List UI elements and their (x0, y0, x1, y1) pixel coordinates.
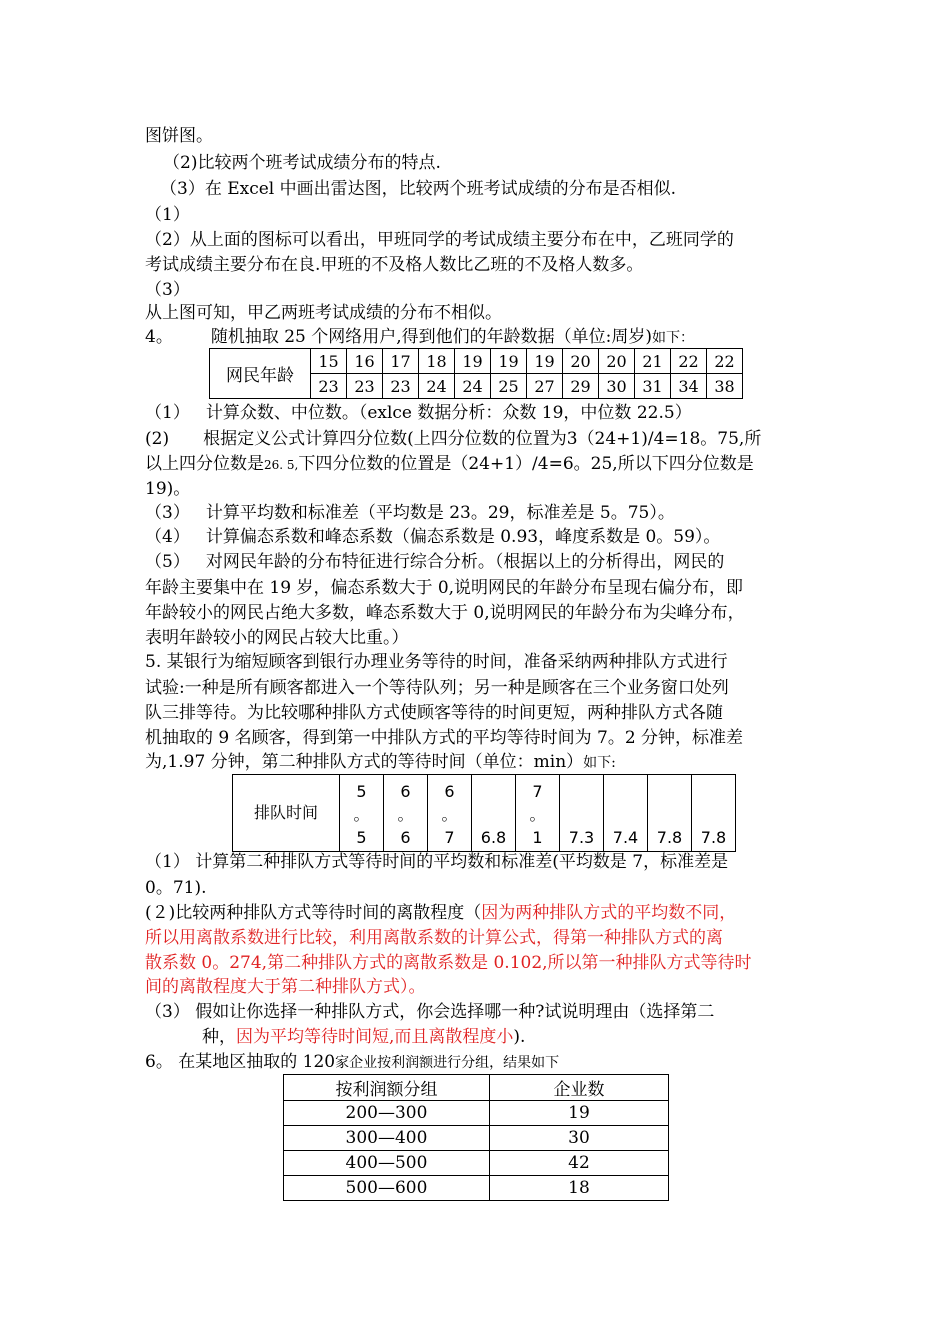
table-cell: 400—500 (284, 1151, 490, 1176)
q4-title: 4。 随机抽取 25 个网络用户,得到他们的年龄数据（单位:周岁)如下： (145, 327, 695, 347)
age-cell: 23 (347, 374, 383, 399)
q4-analysis: 年龄较小的网民占绝大多数，峰态系数大于 0,说明网民的年龄分布为尖峰分布， (145, 603, 745, 623)
q5-item-1: （1） 计算第二种排队方式等待时间的平均数和标准差(平均数是 7，标准差是 (145, 852, 729, 872)
q5-item-3: （3） 假如让你选择一种排队方式，你会选择哪一种?试说明理由（选择第二 (145, 1002, 715, 1022)
queue-cell: 7 。 1 (516, 775, 560, 852)
q4-item-2-cont: 19)。 (145, 479, 191, 499)
q5-text: 为,1.97 分钟，第二种排队方式的等待时间（单位：min）如下: (145, 752, 616, 772)
age-cell: 30 (599, 374, 635, 399)
age-cell: 34 (671, 374, 707, 399)
age-cell: 18 (419, 349, 455, 374)
table-cell: 30 (490, 1126, 669, 1151)
q4-item-5: （5） 对网民年龄的分布特征进行综合分析。（根据以上的分析得出，网民的 (145, 552, 725, 572)
q5-text: 队三排等待。为比较哪种排队方式使顾客等待的时间更短，两种排队方式各随 (145, 703, 723, 723)
text-line: （3） (145, 280, 190, 300)
age-cell: 19 (491, 349, 527, 374)
text-line: 图饼图。 (145, 126, 213, 146)
profit-table-header: 企业数 (490, 1075, 669, 1101)
text-line: 考试成绩主要分布在良.甲班的不及格人数比乙班的不及格人数多。 (145, 255, 644, 275)
queue-cell: 6 。 7 (428, 775, 472, 852)
q5-item-2-answer: 散系数 0。274,第二种排队方式的离散系数是 0.102,所以第一种排队方式等待时 (145, 953, 752, 973)
table-cell: 42 (490, 1151, 669, 1176)
queue-cell: 7.8 (648, 775, 692, 852)
table-cell: 500—600 (284, 1176, 490, 1201)
q5-text: 5. 某银行为缩短顾客到银行办理业务等待的时间，准备采纳两种排队方式进行 (145, 652, 728, 672)
age-cell: 24 (455, 374, 491, 399)
age-cell: 21 (635, 349, 671, 374)
queue-table-header: 排队时间 (233, 775, 340, 852)
q4-item-3: （3） 计算平均数和标准差（平均数是 23。29，标准差是 5。75）。 (145, 503, 675, 523)
table-cell: 200—300 (284, 1101, 490, 1126)
q4-item-2-cont: 以上四分位数是26. 5,下四分位数的位置是（24+1）/4=6。25,所以下四分位数是 (145, 454, 754, 474)
text-line: （2）从上面的图标可以看出，甲班同学的考试成绩主要分布在中，乙班同学的 (145, 230, 734, 250)
age-cell: 19 (455, 349, 491, 374)
age-cell: 24 (419, 374, 455, 399)
text-line: 从上图可知，甲乙两班考试成绩的分布不相似。 (145, 303, 502, 323)
profit-table (283, 1074, 669, 1201)
queue-cell: 7.8 (692, 775, 736, 852)
q5-item-2-answer: 所以用离散系数进行比较，利用离散系数的计算公式，得第一种排队方式的离 (145, 928, 723, 948)
q5-item-2: (２)比较两种排队方式等待时间的离散程度（因为两种排队方式的平均数不同， (145, 903, 737, 923)
table-cell: 19 (490, 1101, 669, 1126)
age-cell: 22 (671, 349, 707, 374)
age-cell: 38 (707, 374, 743, 399)
q6-title: 6。 在某地区抽取的 120家企业按利润额进行分组，结果如下 (145, 1052, 560, 1072)
table-cell: 300—400 (284, 1126, 490, 1151)
age-cell: 19 (527, 349, 563, 374)
age-cell: 25 (491, 374, 527, 399)
q4-analysis: 年龄主要集中在 19 岁，偏态系数大于 0,说明网民的年龄分布呈现右偏分布，即 (145, 578, 744, 598)
age-cell: 15 (311, 349, 347, 374)
age-cell: 16 (347, 349, 383, 374)
queue-time-table (232, 774, 736, 852)
age-cell: 17 (383, 349, 419, 374)
q5-text: 机抽取的 9 名顾客，得到第一中排队方式的平均等待时间为 7。2 分钟，标准差 (145, 728, 744, 748)
age-cell: 31 (635, 374, 671, 399)
q4-item-4: （4） 计算偏态系数和峰态系数（偏态系数是 0.93，峰度系数是 0。59）。 (145, 527, 721, 547)
q5-item-2-answer: 间的离散程度大于第二种排队方式）。 (145, 977, 426, 997)
age-table (209, 348, 743, 399)
q4-item-2: (2) 根据定义公式计算四分位数(上四分位数的位置为3（24+1)/4=18。75,所 (145, 429, 762, 449)
profit-table-header: 按利润额分组 (284, 1075, 490, 1101)
q4-item-1: （1） 计算众数、中位数。（exlce 数据分析：众数 19，中位数 22.5） (145, 403, 692, 423)
text-line: （2)比较两个班考试成绩分布的特点. (163, 153, 441, 173)
age-cell: 27 (527, 374, 563, 399)
q5-item-3-cont: 种，因为平均等待时间短,而且离散程度小). (202, 1027, 526, 1047)
q5-text: 试验:一种是所有顾客都进入一个等待队列；另一种是顾客在三个业务窗口处列 (145, 678, 729, 698)
age-cell: 20 (563, 349, 599, 374)
age-cell: 29 (563, 374, 599, 399)
text-line: （1） (145, 205, 190, 225)
queue-cell: 7.4 (604, 775, 648, 852)
queue-cell: 6 。 6 (384, 775, 428, 852)
age-table-header: 网民年龄 (210, 349, 311, 399)
age-cell: 22 (707, 349, 743, 374)
q5-item-1-cont: 0。71). (145, 878, 207, 898)
queue-cell: 5 。 5 (340, 775, 384, 852)
age-cell: 23 (383, 374, 419, 399)
table-cell: 18 (490, 1176, 669, 1201)
q4-analysis: 表明年龄较小的网民占较大比重。） (145, 628, 409, 648)
text-line: （3）在 Excel 中画出雷达图，比较两个班考试成绩的分布是否相似. (160, 179, 677, 199)
age-cell: 20 (599, 349, 635, 374)
age-cell: 23 (311, 374, 347, 399)
queue-cell: 7.3 (560, 775, 604, 852)
queue-cell: 6.8 (472, 775, 516, 852)
